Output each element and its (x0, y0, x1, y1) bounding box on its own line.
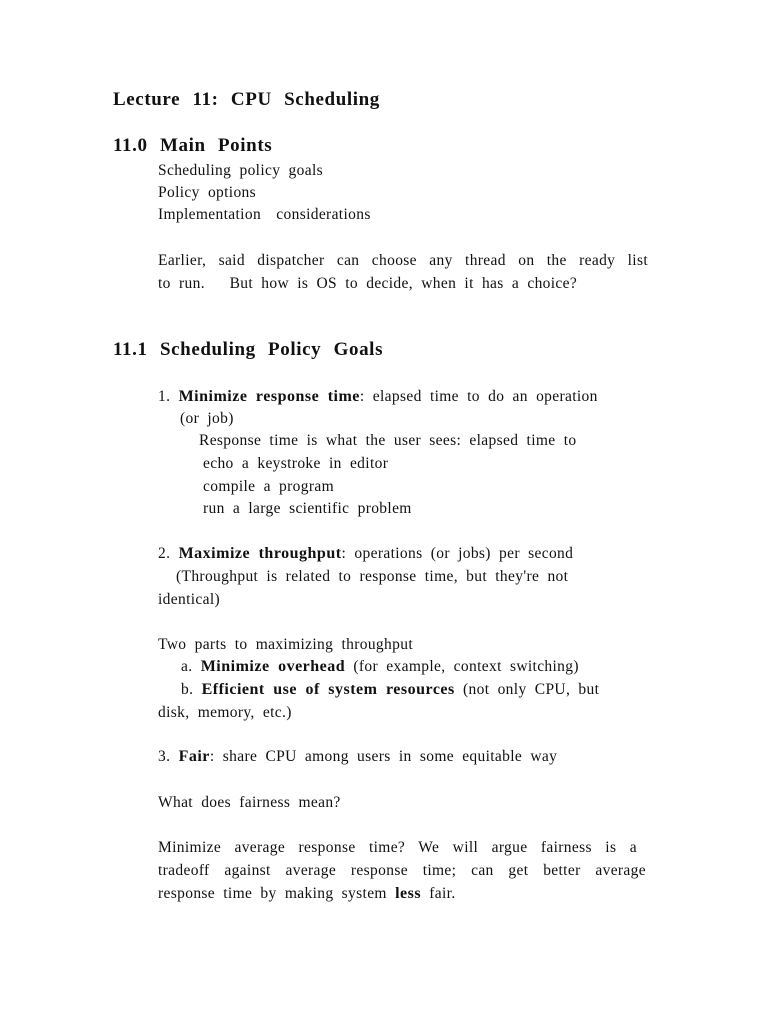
goal-number: 3. (158, 748, 171, 765)
fairness-question: What does fairness mean? (158, 794, 341, 811)
part-description: (not only CPU, but (454, 681, 600, 698)
goal-sub-line: compile a program (203, 478, 335, 495)
goal-term: Minimize response time (178, 388, 360, 405)
part-label: a. (181, 658, 193, 675)
part-description: (for example, context switching) (345, 658, 579, 675)
goal-number: 2. (158, 545, 171, 562)
goal-item-2 (158, 544, 573, 564)
page-title: Lecture 11: CPU Scheduling (113, 89, 380, 110)
goal-description: : elapsed time to do an operation (359, 388, 598, 405)
part-label: b. (181, 681, 194, 698)
paragraph-line: Earlier, said dispatcher can choose any thread on the ready list (158, 252, 648, 269)
text-run: fair. (421, 885, 456, 902)
part-term: Efficient use of system resources (201, 681, 455, 698)
goal-description: : operations (or jobs) per second (341, 545, 574, 562)
section-heading-policy-goals: 11.1 Scheduling Policy Goals (113, 339, 384, 360)
paragraph-line: to run. But how is OS to decide, when it has a choice? (158, 275, 578, 292)
goal-sub-line: Response time is what the user sees: elapsed time to (199, 432, 577, 449)
two-parts-line: Two parts to maximizing throughput (158, 636, 413, 653)
part-b (181, 680, 599, 700)
part-continuation: disk, memory, etc.) (158, 704, 292, 721)
goal-number: 1. (158, 388, 171, 405)
paragraph-line: tradeoff against average response time; can get better average (158, 862, 646, 879)
main-point: Scheduling policy goals (158, 162, 324, 179)
part-term: Minimize overhead (200, 658, 346, 675)
goal-continuation: (or job) (180, 410, 234, 427)
goal-item-3 (158, 747, 557, 767)
main-point: Implementation considerations (158, 206, 371, 223)
emphasis-less: less (395, 885, 422, 902)
goal-item-1 (158, 387, 598, 407)
paragraph-line (158, 884, 456, 904)
text-run: response time by making system (158, 885, 396, 902)
goal-sub-line: run a large scientific problem (203, 500, 412, 517)
main-point: Policy options (158, 184, 257, 201)
section-heading-main-points: 11.0 Main Points (113, 135, 273, 156)
goal-description: : share CPU among users in some equitable way (209, 748, 558, 765)
paragraph-line: Minimize average response time? We will argue fairness is a (158, 839, 637, 856)
goal-continuation: (Throughput is related to response time, but they're not (176, 568, 569, 585)
goal-continuation: identical) (158, 591, 221, 608)
goal-sub-line: echo a keystroke in editor (203, 455, 389, 472)
part-a (181, 657, 579, 677)
goal-term: Fair (178, 748, 210, 765)
goal-term: Maximize throughput (178, 545, 342, 562)
